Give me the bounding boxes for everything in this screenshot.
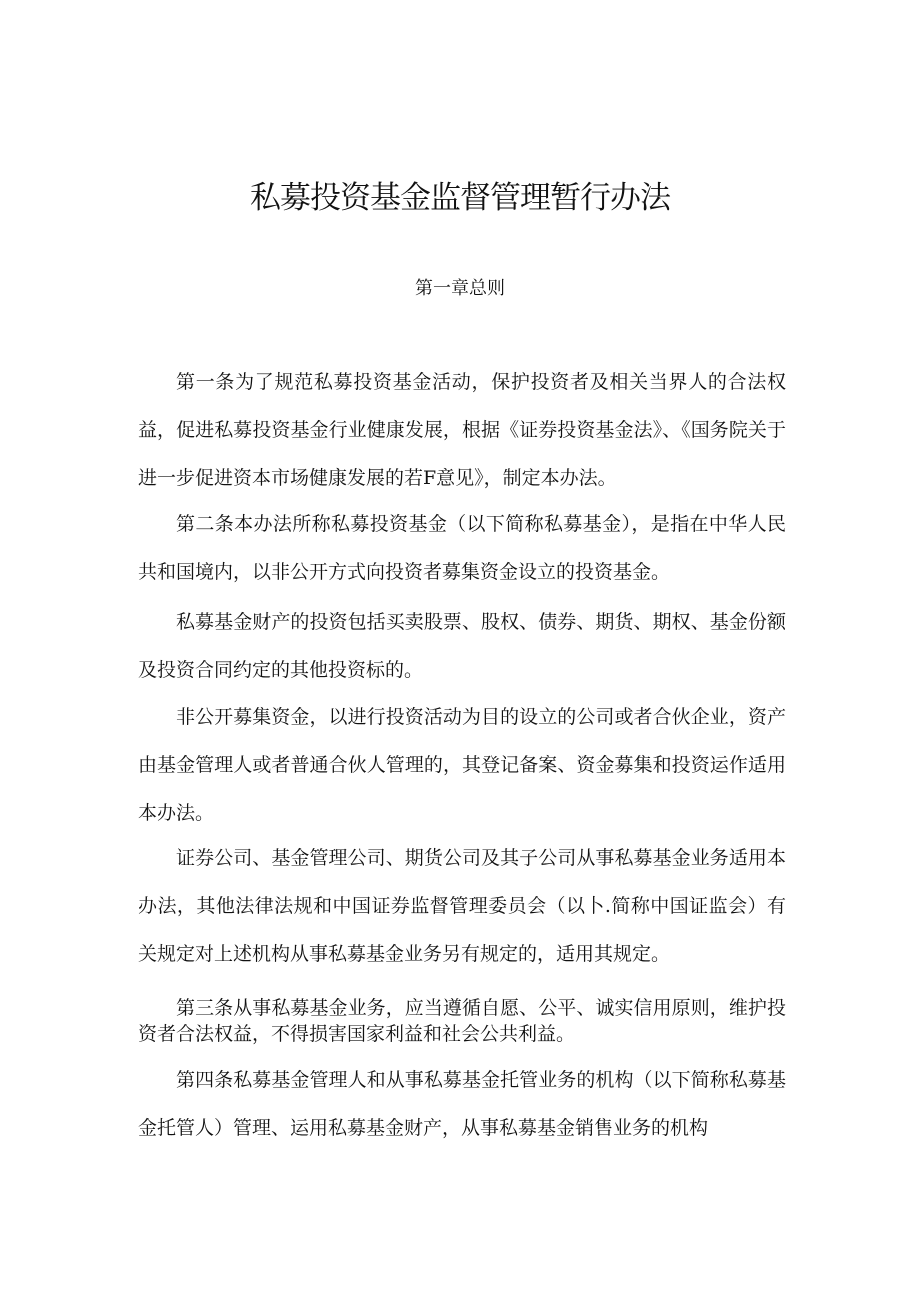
paragraph-article-1: 第一条为了规范私募投资基金活动，保护投资者及相关当界人的合法权益，促进私募投资基金行业健康发展，根据《证券投资基金法》、《国务院关于进一步促进资本市场健康发展的若F意见》，制定本办法。 (138, 371, 786, 489)
paragraph-investment-scope: 私募基金财产的投资包括买卖股票、股权、债券、期货、期权、基金份额及投资合同约定的其他投资标的。 (138, 611, 786, 681)
paragraph-article-3: 第三条从事私募基金业务，应当遵循自愿、公平、诚实信用原则，维护投资者合法权益，不得损害国家利益和社会公共利益。 (138, 997, 786, 1045)
paragraph-article-2: 第二条本办法所称私募投资基金（以下简称私募基金），是指在中华人民共和国境内，以非公开方式向投资者募集资金设立的投资基金。 (138, 513, 786, 583)
paragraph-non-public-fundraising: 非公开募集资金，以进行投资活动为目的设立的公司或者合伙企业，资产由基金管理人或者普通合伙人管理的，其登记备案、资金募集和投资运作适用本办法。 (138, 706, 786, 824)
document-title: 私募投资基金监督管理暂行办法 (250, 180, 670, 216)
paragraph-article-4: 第四条私募基金管理人和从事私募基金托管业务的机构（以下简称私募基金托管人）管理、运用私募基金财产，从事私募基金销售业务的机构 (138, 1069, 786, 1139)
chapter-heading: 第一章总则 (415, 278, 505, 299)
paragraph-securities-companies: 证券公司、基金管理公司、期货公司及其子公司从事私募基金业务适用本办法，其他法律法规和中国证券监督管理委员会（以卜.简称中国证监会）有关规定对上述机构从事私募基金业务另有规定的，适用其规定。 (138, 847, 786, 965)
